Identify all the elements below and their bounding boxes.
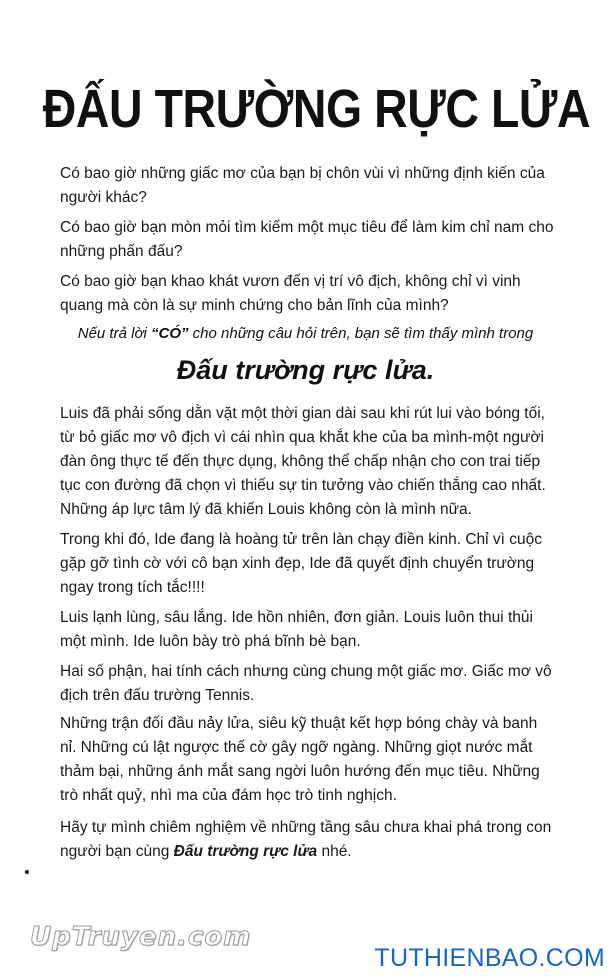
page-mark-dot [25, 870, 29, 874]
site-watermark: TUTHIENBAO.COM [374, 944, 605, 972]
text-line: ngay trong tích tắc!!!! [60, 579, 205, 596]
book-title: ĐẤU TRƯỜNG RỰC LỬA [42, 79, 591, 139]
text-line: Luis đã phải sống dằn vặt một thời gian dài sau khi rút lui vào bóng tối, [60, 405, 545, 422]
text-line: Có bao giờ những giấc mơ của bạn bị chôn vùi vì những định kiến của [60, 165, 545, 182]
p6-emphasis: Đấu trường rực lửa [173, 843, 318, 860]
tagline-emphasis: “CÓ” [151, 325, 189, 342]
text-line: Có bao giờ bạn khao khát vươn đến vị trí vô địch, không chỉ vì vinh [60, 273, 521, 290]
text-line: những phấn đấu? [60, 243, 183, 260]
text-line: Có bao giờ bạn mòn mỏi tìm kiếm một mục tiêu để làm kim chỉ nam cho [60, 219, 554, 236]
uptruyen-watermark-logo: UpTruyen.com [30, 922, 252, 952]
body-paragraph-4 [60, 660, 600, 708]
intro-question-1 [60, 162, 600, 210]
text-line: nỉ. Những cú lật ngược thế cờ gây ngỡ ngàng. Những giọt nước mắt [60, 739, 533, 756]
subtitle: Đấu trường rực lửa. [176, 355, 435, 385]
text-line: thảm bại, những ánh mắt sang ngời luôn hướng đến mục tiêu. Những [60, 763, 540, 780]
text-line: Hãy tự mình chiêm nghiệm về những tầng sâu chưa khai phá trong con [60, 819, 552, 836]
tagline [0, 322, 611, 346]
text-line: Trong khi đó, Ide đang là hoàng tử trên làn chạy điền kinh. Chỉ vì cuộc [60, 531, 542, 548]
text-line: trò nhất quỷ, nhì ma của đám học trò tinh nghịch. [60, 787, 397, 804]
text-line: từ bỏ giấc mơ vô địch vì cái nhìn qua khắt khe của ba mình-một người [60, 429, 544, 446]
intro-question-3 [60, 270, 600, 318]
text-line: Luis lạnh lùng, sâu lắng. Ide hồn nhiên, đơn giản. Louis luôn thui thủi [60, 609, 533, 626]
tagline-before: Nếu trả lời [77, 325, 152, 342]
body-paragraph-2 [60, 528, 600, 600]
text-line: Hai số phận, hai tính cách nhưng cùng chung một giấc mơ. Giấc mơ vô [60, 663, 552, 680]
text-line: địch trên đấu trường Tennis. [60, 687, 255, 704]
text-line: tục con đường đã chọn vì thiếu sự tin tưởng vào chiến thắng cao nhất. [60, 477, 546, 494]
body-paragraph-1 [60, 402, 600, 522]
tagline-after: cho những câu hỏi trên, bạn sẽ tìm thấy mình trong [188, 325, 534, 342]
text-line [60, 840, 600, 864]
text-line: gặp gỡ tình cờ với cô bạn xinh đẹp, Ide đã quyết định chuyển trường [60, 555, 535, 572]
text-line: người khác? [60, 189, 147, 206]
p6-after: nhé. [317, 843, 352, 860]
body-paragraph-5 [60, 712, 600, 808]
text-line: Những áp lực tâm lý đã khiến Louis không còn là mình nữa. [60, 501, 472, 518]
text-line: đàn ông thực tế đến thực dụng, không thể chấp nhận cho con trai tiếp [60, 453, 541, 470]
text-line: Những trận đối đầu nảy lửa, siêu kỹ thuật kết hợp bóng chày và banh [60, 715, 538, 732]
body-paragraph-6 [60, 816, 600, 864]
p6-before: người bạn cùng [60, 843, 174, 860]
text-line: một mình. Ide luôn bày trò phá bĩnh bè bạn. [60, 633, 361, 650]
intro-question-2 [60, 216, 600, 264]
body-paragraph-3 [60, 606, 600, 654]
text-line: quang mà còn là sự minh chứng cho bản lĩnh của mình? [60, 297, 449, 314]
